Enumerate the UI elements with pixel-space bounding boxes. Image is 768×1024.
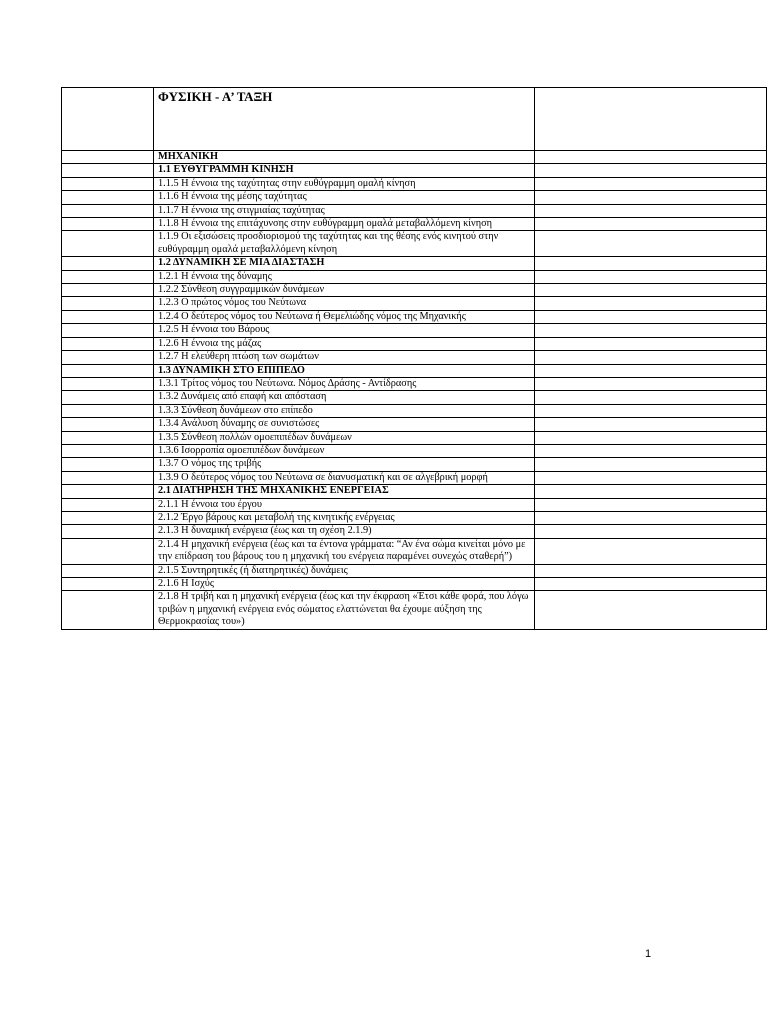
topic-row xyxy=(62,444,767,457)
left-empty-cell xyxy=(62,351,154,364)
left-empty-cell xyxy=(62,444,154,457)
topic-row xyxy=(62,310,767,323)
right-empty-cell xyxy=(535,458,767,471)
left-empty-cell xyxy=(62,270,154,283)
right-empty-cell xyxy=(535,471,767,484)
topic-row xyxy=(62,404,767,417)
left-empty-cell xyxy=(62,151,154,164)
right-empty-cell xyxy=(535,218,767,231)
right-empty-cell xyxy=(535,324,767,337)
section-heading-row xyxy=(62,485,767,498)
right-empty-cell xyxy=(535,578,767,591)
topic-text: 2.1.4 Η μηχανική ενέργεια (έως και τα έντονα γράμματα: “Αν ένα σώμα κινείται μόνο με την επίδραση του βάρους του η μηχανική του ενέργεια παραμένει συνεχώς σταθερή”) xyxy=(154,538,535,564)
topic-text: 1.3.1 Τρίτος νόμος του Νεύτωνα. Νόμος Δράσης - Αντίδρασης xyxy=(154,377,535,390)
syllabus-table-body xyxy=(62,88,767,630)
right-empty-cell xyxy=(535,177,767,190)
right-empty-cell xyxy=(535,525,767,538)
topic-text: 1.2.6 Η έννοια της μάζας xyxy=(154,337,535,350)
right-empty-cell xyxy=(535,564,767,577)
topic-text: 1.3.5 Σύνθεση πολλών ομοεπιπέδων δυνάμεων xyxy=(154,431,535,444)
left-empty-cell xyxy=(62,284,154,297)
topic-row xyxy=(62,377,767,390)
right-empty-cell xyxy=(535,538,767,564)
topic-text: 1.1.9 Οι εξισώσεις προσδιορισμού της ταχύτητας και της θέσης ενός κινητού στην ευθύγραμμη ομαλά μεταβαλλόμενη κίνηση xyxy=(154,231,535,257)
left-empty-cell xyxy=(62,538,154,564)
left-empty-cell xyxy=(62,310,154,323)
topic-row xyxy=(62,511,767,524)
right-empty-cell xyxy=(535,485,767,498)
topic-text: 1.3.3 Σύνθεση δυνάμεων στο επίπεδο xyxy=(154,404,535,417)
title-row-left-cell xyxy=(62,88,154,151)
topic-row xyxy=(62,191,767,204)
section-heading: 1.1 ΕΥΘΥΓΡΑΜΜΗ ΚΙΝΗΣΗ xyxy=(154,164,535,177)
topic-text: 2.1.8 Η τριβή και η μηχανική ενέργεια (έως και την έκφραση «Έτσι κάθε φορά, που λόγω τριβών η μηχανική ενέργεια ενός σώματος ελαττώνεται θα έχουμε αύξηση της Θερμοκρασίας του») xyxy=(154,591,535,629)
page-number: 1 xyxy=(645,948,652,960)
topic-row xyxy=(62,177,767,190)
right-empty-cell xyxy=(535,404,767,417)
right-empty-cell xyxy=(535,591,767,629)
topic-text: 1.3.7 Ο νόμος της τριβής xyxy=(154,458,535,471)
right-empty-cell xyxy=(535,151,767,164)
topic-row xyxy=(62,218,767,231)
topic-row xyxy=(62,284,767,297)
topic-row xyxy=(62,525,767,538)
right-empty-cell xyxy=(535,337,767,350)
left-empty-cell xyxy=(62,418,154,431)
topic-row xyxy=(62,351,767,364)
right-empty-cell xyxy=(535,444,767,457)
right-empty-cell xyxy=(535,191,767,204)
topic-text: 1.3.9 Ο δεύτερος νόμος του Νεύτωνα σε διανυσματική και σε αλγεβρική μορφή xyxy=(154,471,535,484)
left-empty-cell xyxy=(62,164,154,177)
title-row xyxy=(62,88,767,151)
topic-text: 1.1.8 Η έννοια της επιτάχυνσης στην ευθύγραμμη ομαλά μεταβαλλόμενη κίνηση xyxy=(154,218,535,231)
topic-row xyxy=(62,270,767,283)
right-empty-cell xyxy=(535,297,767,310)
left-empty-cell xyxy=(62,297,154,310)
topic-text: 2.1.1 Η έννοια του έργου xyxy=(154,498,535,511)
topic-row xyxy=(62,578,767,591)
topic-row xyxy=(62,324,767,337)
right-empty-cell xyxy=(535,498,767,511)
topic-text: 1.3.2 Δυνάμεις από επαφή και απόσταση xyxy=(154,391,535,404)
topic-text: 1.1.7 Η έννοια της στιγμιαίας ταχύτητας xyxy=(154,204,535,217)
left-empty-cell xyxy=(62,578,154,591)
right-empty-cell xyxy=(535,284,767,297)
topic-text: 2.1.5 Συντηρητικές (ή διατηρητικές) δυνάμεις xyxy=(154,564,535,577)
topic-text: 1.2.7 Η ελεύθερη πτώση των σωμάτων xyxy=(154,351,535,364)
topic-text: 2.1.3 Η δυναμική ενέργεια (έως και τη σχέση 2.1.9) xyxy=(154,525,535,538)
right-empty-cell xyxy=(535,431,767,444)
topic-row xyxy=(62,297,767,310)
topic-text: 1.2.3 Ο πρώτος νόμος του Νεύτωνα xyxy=(154,297,535,310)
title-row-right-cell xyxy=(535,88,767,151)
right-empty-cell xyxy=(535,204,767,217)
left-empty-cell xyxy=(62,231,154,257)
left-empty-cell xyxy=(62,324,154,337)
left-empty-cell xyxy=(62,377,154,390)
right-empty-cell xyxy=(535,364,767,377)
topic-row xyxy=(62,418,767,431)
right-empty-cell xyxy=(535,377,767,390)
left-empty-cell xyxy=(62,364,154,377)
left-empty-cell xyxy=(62,337,154,350)
left-empty-cell xyxy=(62,204,154,217)
left-empty-cell xyxy=(62,591,154,629)
topic-row xyxy=(62,498,767,511)
left-empty-cell xyxy=(62,458,154,471)
topic-row xyxy=(62,204,767,217)
topic-row xyxy=(62,231,767,257)
topic-text: 1.2.4 Ο δεύτερος νόμος του Νεύτωνα ή Θεμελιώδης νόμος της Μηχανικής xyxy=(154,310,535,323)
section-heading: ΜΗΧΑΝΙΚΗ xyxy=(154,151,535,164)
topic-row xyxy=(62,591,767,629)
left-empty-cell xyxy=(62,218,154,231)
right-empty-cell xyxy=(535,231,767,257)
left-empty-cell xyxy=(62,564,154,577)
right-empty-cell xyxy=(535,351,767,364)
left-empty-cell xyxy=(62,511,154,524)
left-empty-cell xyxy=(62,257,154,270)
syllabus-table xyxy=(61,87,767,630)
topic-text: 1.3.6 Ισορροπία ομοεπιπέδων δυνάμεων xyxy=(154,444,535,457)
topic-text: 1.1.6 Η έννοια της μέσης ταχύτητας xyxy=(154,191,535,204)
section-heading: 2.1 ΔΙΑΤΗΡΗΣΗ ΤΗΣ ΜΗΧΑΝΙΚΗΣ ΕΝΕΡΓΕΙΑΣ xyxy=(154,485,535,498)
topic-text: 1.1.5 Η έννοια της ταχύτητας στην ευθύγραμμη ομαλή κίνηση xyxy=(154,177,535,190)
left-empty-cell xyxy=(62,431,154,444)
section-heading-row xyxy=(62,164,767,177)
section-heading: 1.3 ΔΥΝΑΜΙΚΗ ΣΤΟ ΕΠΙΠΕΔΟ xyxy=(154,364,535,377)
right-empty-cell xyxy=(535,310,767,323)
document-title: ΦΥΣΙΚΗ - Α’ ΤΑΞΗ xyxy=(154,88,535,151)
topic-text: 1.2.5 Η έννοια του Βάρους xyxy=(154,324,535,337)
left-empty-cell xyxy=(62,391,154,404)
topic-row xyxy=(62,471,767,484)
topic-text: 2.1.6 Η Ισχύς xyxy=(154,578,535,591)
left-empty-cell xyxy=(62,471,154,484)
left-empty-cell xyxy=(62,404,154,417)
topic-row xyxy=(62,431,767,444)
section-heading: 1.2 ΔΥΝΑΜΙΚΗ ΣΕ ΜΙΑ ΔΙΑΣΤΑΣΗ xyxy=(154,257,535,270)
right-empty-cell xyxy=(535,257,767,270)
topic-text: 2.1.2 Έργο βάρους και μεταβολή της κινητικής ενέργειας xyxy=(154,511,535,524)
right-empty-cell xyxy=(535,270,767,283)
topic-row xyxy=(62,538,767,564)
section-heading-row xyxy=(62,151,767,164)
topic-text: 1.3.4 Ανάλυση δύναμης σε συνιστώσες xyxy=(154,418,535,431)
topic-row xyxy=(62,458,767,471)
section-heading-row xyxy=(62,257,767,270)
right-empty-cell xyxy=(535,391,767,404)
section-heading-row xyxy=(62,364,767,377)
left-empty-cell xyxy=(62,498,154,511)
right-empty-cell xyxy=(535,164,767,177)
topic-row xyxy=(62,564,767,577)
left-empty-cell xyxy=(62,177,154,190)
right-empty-cell xyxy=(535,418,767,431)
topic-row xyxy=(62,337,767,350)
left-empty-cell xyxy=(62,525,154,538)
left-empty-cell xyxy=(62,191,154,204)
topic-text: 1.2.2 Σύνθεση συγγραμμικών δυνάμεων xyxy=(154,284,535,297)
right-empty-cell xyxy=(535,511,767,524)
left-empty-cell xyxy=(62,485,154,498)
topic-row xyxy=(62,391,767,404)
topic-text: 1.2.1 Η έννοια της δύναμης xyxy=(154,270,535,283)
